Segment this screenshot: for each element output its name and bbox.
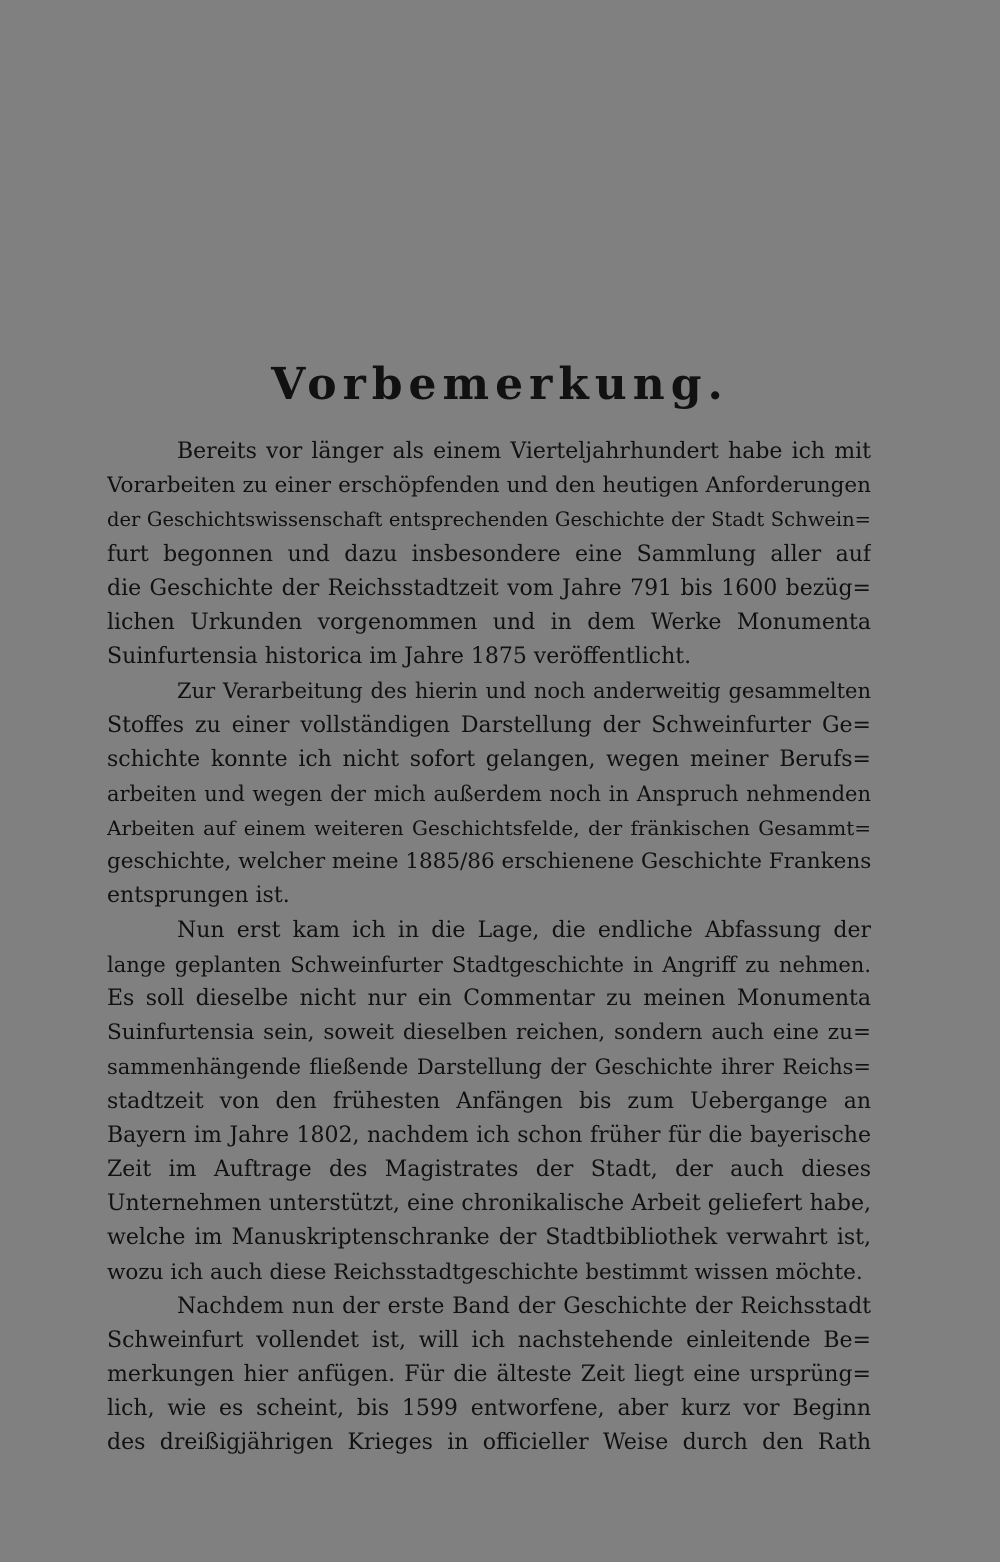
text-line: lange geplanten Schweinfurter Stadtgeschichte in Angriff zu nehmen. [107,952,871,977]
text-line: Bereits vor länger als einem Vierteljahrhundert habe ich mit [177,439,871,464]
text-line: Zeit im Auftrage des Magistrates der Stadt, der auch dieses [107,1156,871,1182]
text-line: Zur Verarbeitung des hierin und noch anderweitig gesammelten [177,679,871,704]
paragraph [107,674,871,913]
text-line: welche im Manuskriptenschranke der Stadtbibliothek verwahrt ist, [107,1225,871,1251]
text-line: Bayern im Jahre 1802, nachdem ich schon früher für die bayerische [107,1122,871,1148]
text-line: Suinfurtensia sein, soweit dieselben reichen, sondern auch eine zu= [107,1020,871,1046]
text-line: furt begonnen und dazu insbesondere eine Sammlung aller auf [107,541,871,567]
text-line: wozu ich auch diese Reichsstadtgeschichte bestimmt wissen möchte. [107,1259,863,1285]
text-line: lich, wie es scheint, bis 1599 entworfene, aber kurz vor Beginn [107,1396,871,1422]
text-line: arbeiten und wegen der mich außerdem noch in Anspruch nehmenden [107,781,871,806]
paragraph [107,1290,871,1461]
text-line: Suinfurtensia historica im Jahre 1875 veröffentlicht. [107,644,692,670]
document-body [107,435,871,1461]
text-line: Nachdem nun der erste Band der Geschichte der Reichsstadt [177,1293,871,1319]
text-line: Arbeiten auf einem weiteren Geschichtsfelde, der fränkischen Gesammt= [107,816,871,841]
text-line: Unternehmen unterstützt, eine chronikalische Arbeit geliefert habe, [107,1191,871,1217]
paragraph [107,914,871,1290]
text-line: merkungen hier anfügen. Für die älteste Zeit liegt eine ursprüng= [107,1362,871,1388]
text-line: stadtzeit von den frühesten Anfängen bis zum Uebergange an [107,1088,871,1114]
text-line: des dreißigjährigen Krieges in officieller Weise durch den Rath [107,1430,871,1456]
text-line: geschichte, welcher meine 1885/86 erschienene Geschichte Frankens [107,849,871,875]
text-line: sammenhängende fließende Darstellung der Geschichte ihrer Reichs= [107,1055,871,1080]
text-line: entsprungen ist. [107,883,290,909]
text-line: der Geschichtswissenschaft entsprechenden Geschichte der Stadt Schwein= [107,508,871,532]
text-line: Vorarbeiten zu einer erschöpfenden und den heutigen Anforderungen [107,473,871,499]
text-line: Es soll dieselbe nicht nur ein Commentar zu meinen Monumenta [107,986,871,1011]
text-line: lichen Urkunden vorgenommen und in dem Werke Monumenta [107,609,871,635]
text-line: Stoffes zu einer vollständigen Darstellung der Schweinfurter Ge= [107,712,871,738]
text-line: Nun erst kam ich in die Lage, die endliche Abfassung der [177,917,871,943]
page-title: Vorbemerkung. [271,359,729,410]
paragraph [107,435,871,674]
text-line: Schweinfurt vollendet ist, will ich nachstehende einleitende Be= [107,1327,871,1353]
text-line: schichte konnte ich nicht sofort gelangen, wegen meiner Berufs= [107,746,871,772]
text-line: die Geschichte der Reichsstadtzeit vom Jahre 791 bis 1600 bezüg= [107,575,871,601]
